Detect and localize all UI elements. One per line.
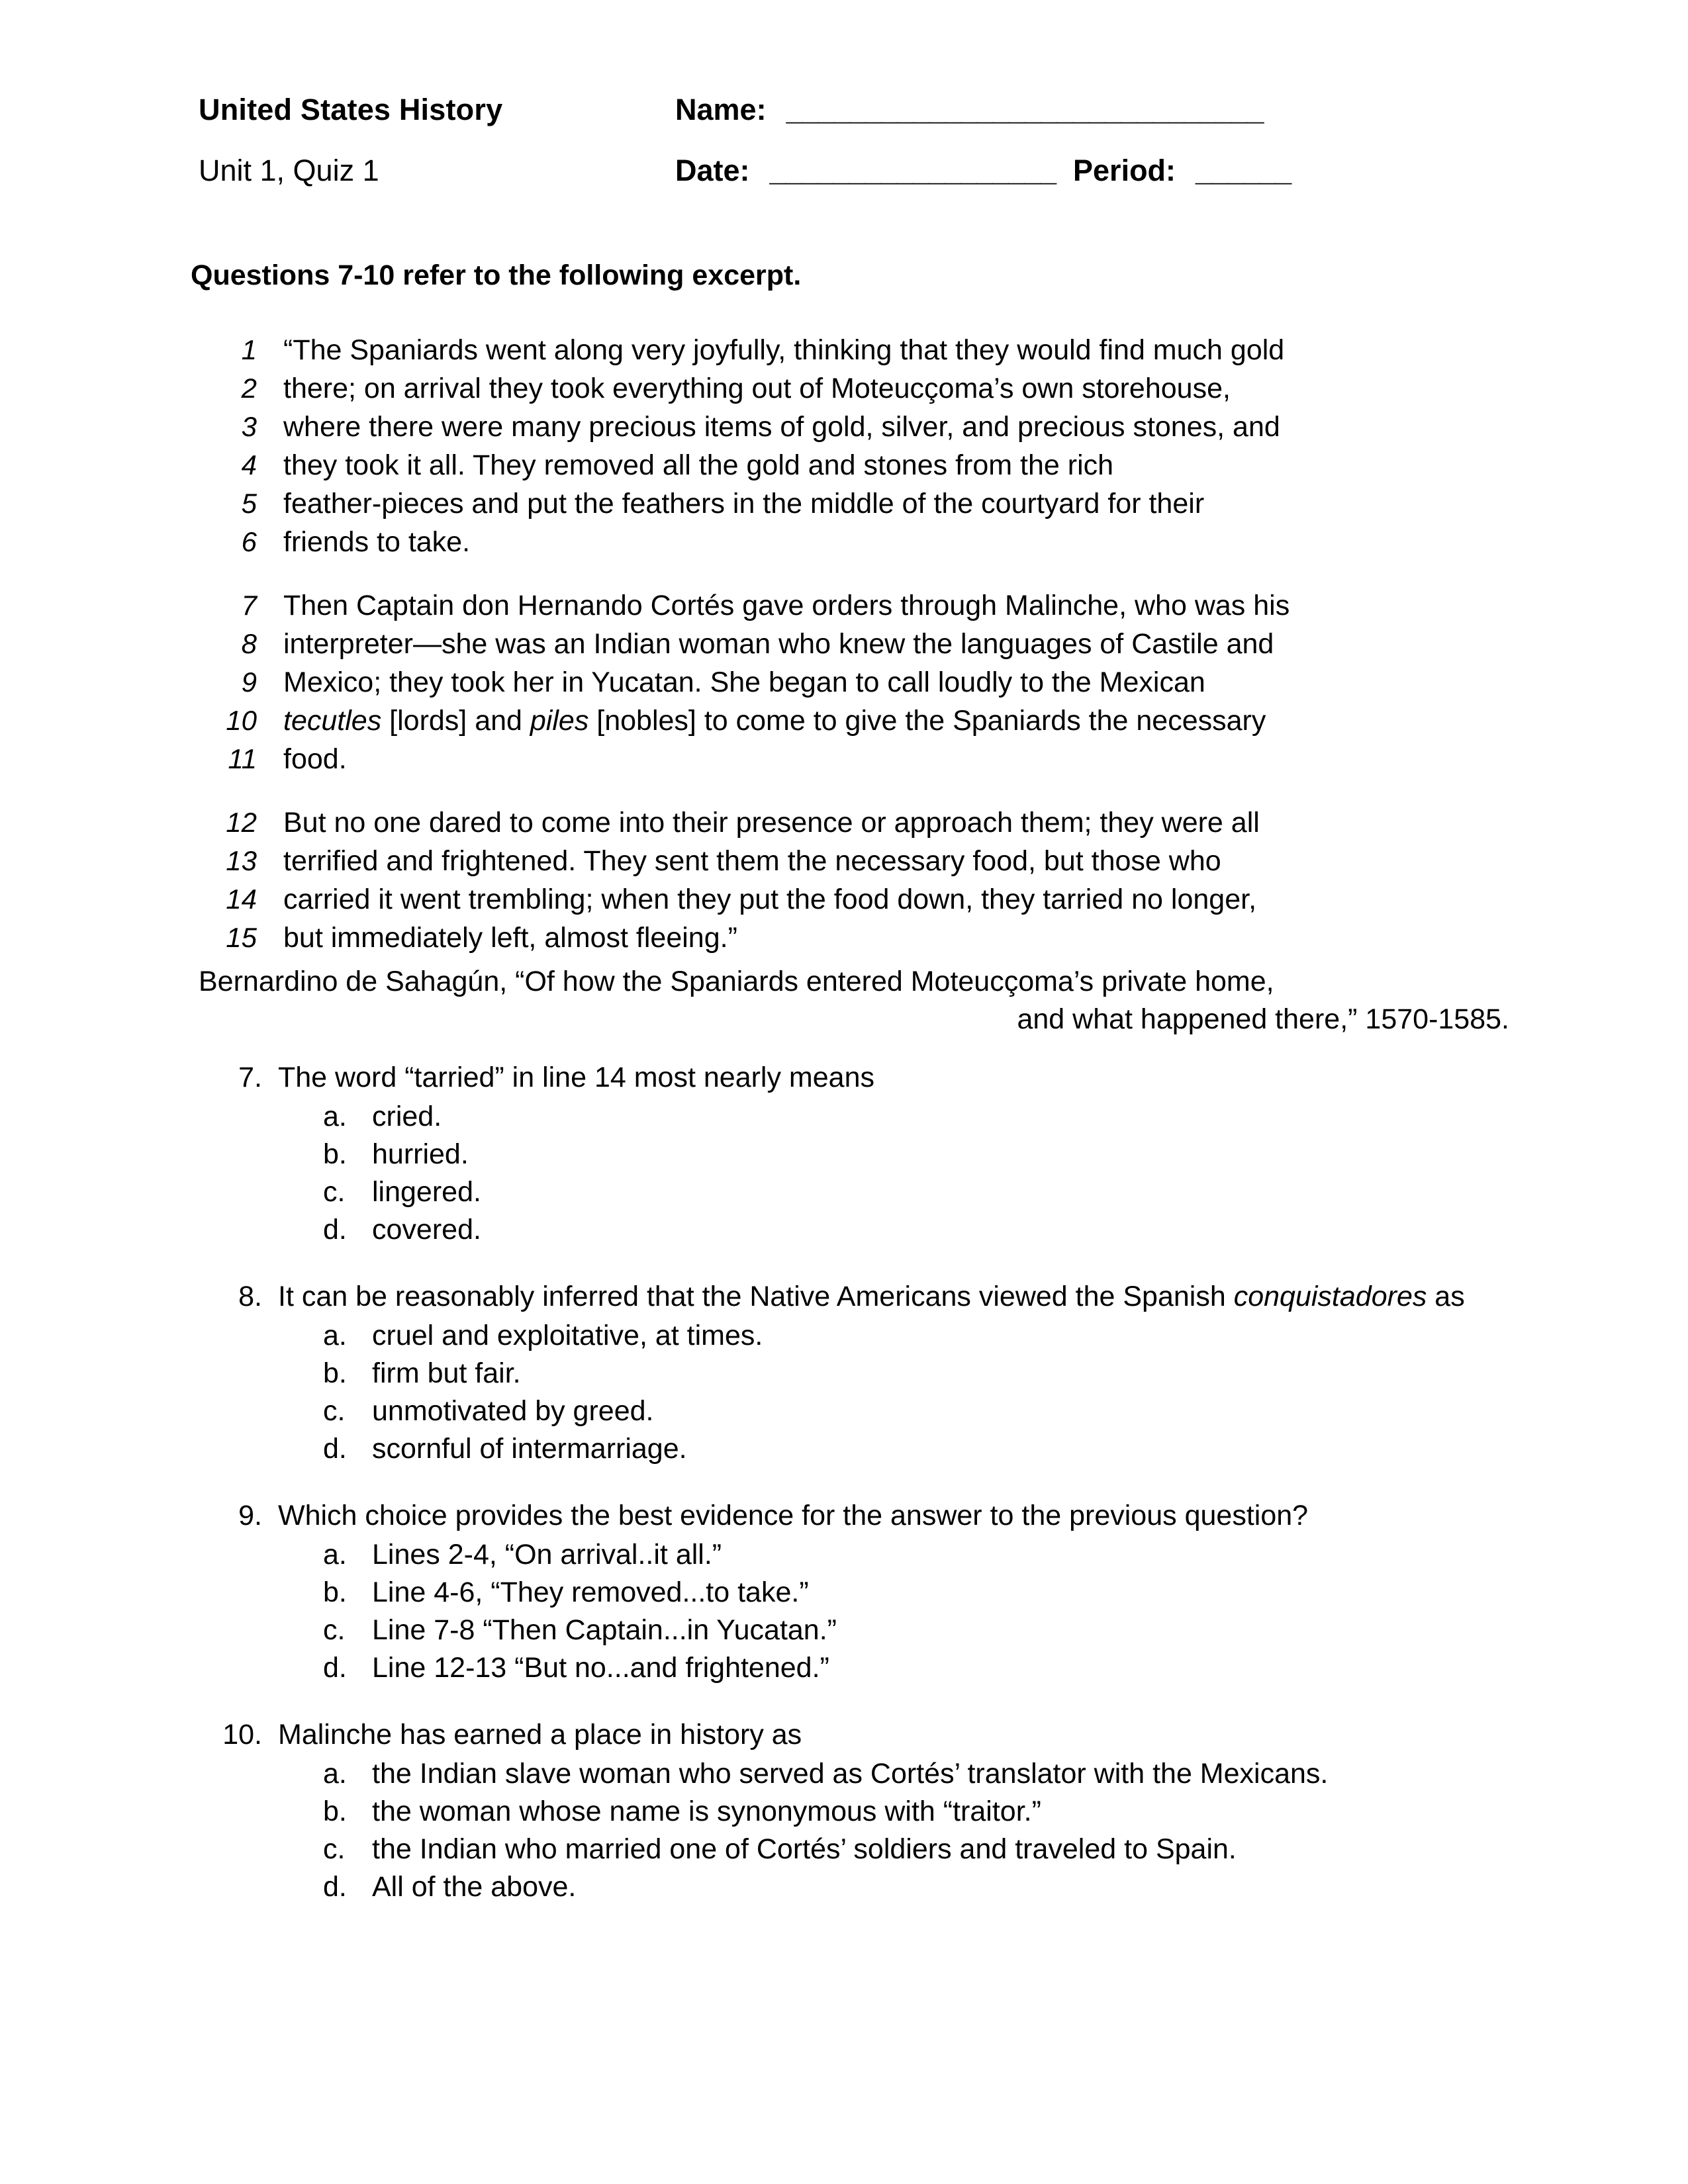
answer-choice-letter: c. <box>323 1395 346 1427</box>
excerpt-line-text: Then Captain don Hernando Cortés gave orders through Malinche, who was his <box>283 590 1290 621</box>
question-block <box>199 1278 1516 1468</box>
answer-choice-text: the woman whose name is synonymous with “traitor.” <box>372 1796 1041 1827</box>
excerpt-passage <box>199 331 1509 957</box>
answer-choice-text: hurried. <box>372 1138 469 1170</box>
excerpt-line <box>199 803 1509 842</box>
question-number: 9. <box>238 1500 262 1531</box>
answer-choice-letter: a. <box>323 1320 347 1351</box>
excerpt-line-number: 15 <box>226 922 257 953</box>
name-input-rule[interactable]: ______________________________ <box>786 93 1264 126</box>
answer-choice-list <box>199 1317 1516 1468</box>
question-block <box>199 1497 1516 1687</box>
answer-choice-text: firm but fair. <box>372 1357 521 1389</box>
period-input-rule[interactable]: ______ <box>1196 154 1291 187</box>
answer-choice-list <box>199 1098 1516 1249</box>
excerpt-line <box>199 586 1509 625</box>
excerpt-paragraph <box>199 331 1509 561</box>
excerpt-line <box>199 919 1509 957</box>
answer-choice[interactable] <box>323 1536 1516 1574</box>
answer-choice-text: cried. <box>372 1101 442 1132</box>
excerpt-line-number: 13 <box>226 845 257 876</box>
question-list <box>199 1059 1516 1906</box>
excerpt-line-number: 2 <box>241 373 257 404</box>
instruction-line: Questions 7-10 refer to the following excerpt. <box>191 259 802 291</box>
excerpt-line-text: where there were many precious items of gold, silver, and precious stones, and <box>283 411 1280 443</box>
question-block <box>199 1716 1516 1906</box>
excerpt-line-text <box>257 702 1266 740</box>
excerpt-line-number: 10 <box>226 705 257 736</box>
excerpt-line-number: 9 <box>241 666 257 698</box>
question-row <box>199 1059 1516 1097</box>
answer-choice[interactable] <box>323 1355 1516 1392</box>
answer-choice-text: the Indian who married one of Cortés’ soldiers and traveled to Spain. <box>372 1833 1237 1865</box>
text-run: as <box>1427 1281 1465 1312</box>
date-input-rule[interactable]: __________________ <box>769 154 1056 187</box>
excerpt-line-text: they took it all. They removed all the gold and stones from the rich <box>283 449 1114 481</box>
excerpt-line-text: friends to take. <box>283 526 471 558</box>
answer-choice[interactable] <box>323 1136 1516 1173</box>
answer-choice[interactable] <box>323 1574 1516 1612</box>
excerpt-line <box>199 663 1509 702</box>
excerpt-line-number: 4 <box>241 449 257 480</box>
italic-term: tecutles <box>283 705 382 737</box>
course-title-cell <box>199 93 675 127</box>
excerpt-line <box>199 484 1509 523</box>
question-row <box>199 1497 1516 1535</box>
question-block <box>199 1059 1516 1249</box>
question-number: 10. <box>222 1719 262 1751</box>
excerpt-line-number: 5 <box>241 488 257 519</box>
header-row-unit <box>199 154 1496 214</box>
answer-choice-text: scornful of intermarriage. <box>372 1433 687 1465</box>
excerpt-line <box>199 331 1509 369</box>
unit-quiz-label: Unit 1, Quiz 1 <box>199 154 379 187</box>
text-run: [lords] and <box>381 705 530 737</box>
question-row <box>199 1716 1516 1754</box>
answer-choice-text: All of the above. <box>372 1871 577 1903</box>
excerpt-line <box>199 625 1509 663</box>
excerpt-line-number: 12 <box>226 807 257 838</box>
excerpt-line <box>199 408 1509 446</box>
excerpt-line-text: But no one dared to come into their presence or approach them; they were all <box>283 807 1260 839</box>
answer-choice-letter: a. <box>323 1101 347 1132</box>
period-label: Period: <box>1073 154 1176 187</box>
citation-line-2: and what happened there,” 1570-1585. <box>1017 1003 1509 1035</box>
excerpt-line-number: 11 <box>228 743 257 774</box>
excerpt-line-text: terrified and frightened. They sent them the necessary food, but those who <box>283 845 1221 877</box>
answer-choice-letter: c. <box>323 1614 346 1646</box>
source-citation <box>199 963 1509 1038</box>
header-row-title <box>199 93 1496 154</box>
excerpt-line <box>199 523 1509 561</box>
page-title: United States History <box>199 93 503 126</box>
answer-choice[interactable] <box>323 1868 1516 1906</box>
answer-choice-letter: d. <box>323 1652 347 1684</box>
answer-choice-text: the Indian slave woman who served as Cortés’ translator with the Mexicans. <box>372 1758 1329 1790</box>
answer-choice-letter: b. <box>323 1576 347 1608</box>
answer-choice[interactable] <box>323 1173 1516 1211</box>
question-row <box>199 1278 1516 1316</box>
answer-choice-letter: b. <box>323 1796 347 1827</box>
excerpt-line-text: interpreter—she was an Indian woman who knew the languages of Castile and <box>283 628 1274 660</box>
answer-choice-list <box>199 1755 1516 1906</box>
excerpt-line-number: 3 <box>241 411 257 442</box>
answer-choice[interactable] <box>323 1793 1516 1831</box>
answer-choice-text: Lines 2-4, “On arrival..it all.” <box>372 1539 722 1570</box>
excerpt-line-number: 7 <box>241 590 257 621</box>
question-text: The word “tarried” in line 14 most nearly means <box>278 1062 874 1093</box>
answer-choice-letter: b. <box>323 1357 347 1389</box>
answer-choice-letter: d. <box>323 1433 347 1465</box>
answer-choice[interactable] <box>323 1612 1516 1649</box>
text-run: [nobles] to come to give the Spaniards the necessary <box>588 705 1266 737</box>
italic-term: piles <box>530 705 589 737</box>
name-label: Name: <box>675 93 767 126</box>
italic-term: conquistadores <box>1233 1281 1427 1312</box>
answer-choice-letter: c. <box>323 1176 346 1208</box>
answer-choice-list <box>199 1536 1516 1687</box>
question-text <box>262 1278 1516 1316</box>
answer-choice-letter: d. <box>323 1871 347 1903</box>
answer-choice-letter: a. <box>323 1539 347 1570</box>
answer-choice[interactable] <box>323 1649 1516 1687</box>
answer-choice[interactable] <box>323 1392 1516 1430</box>
question-text: Malinche has earned a place in history as <box>278 1719 802 1751</box>
answer-choice-letter: a. <box>323 1758 347 1790</box>
answer-choice[interactable] <box>323 1211 1516 1249</box>
answer-choice[interactable] <box>323 1755 1516 1793</box>
excerpt-line <box>199 446 1509 484</box>
document-header <box>199 93 1496 214</box>
unit-cell <box>199 154 675 188</box>
excerpt-line <box>199 369 1509 408</box>
question-number: 7. <box>238 1062 262 1093</box>
text-run: It can be reasonably inferred that the Native Americans viewed the Spanish <box>278 1281 1234 1312</box>
excerpt-paragraph <box>199 586 1509 778</box>
answer-choice-letter: d. <box>323 1214 347 1246</box>
excerpt-line-number: 1 <box>241 334 257 365</box>
question-text: Which choice provides the best evidence for the answer to the previous question? <box>278 1500 1309 1531</box>
question-number: 8. <box>238 1281 262 1312</box>
answer-choice[interactable] <box>323 1430 1516 1468</box>
citation-line-1: Bernardino de Sahagún, “Of how the Spaniards entered Moteucçoma’s private home, <box>199 966 1274 997</box>
answer-choice[interactable] <box>323 1098 1516 1136</box>
excerpt-line <box>199 740 1509 778</box>
excerpt-line-number: 8 <box>241 628 257 659</box>
excerpt-line <box>199 880 1509 919</box>
excerpt-line-number: 14 <box>226 884 257 915</box>
answer-choice[interactable] <box>323 1831 1516 1868</box>
excerpt-line <box>199 842 1509 880</box>
excerpt-line-text: carried it went trembling; when they put the food down, they tarried no longer, <box>283 884 1257 915</box>
answer-choice-text: cruel and exploitative, at times. <box>372 1320 763 1351</box>
answer-choice[interactable] <box>323 1317 1516 1355</box>
excerpt-line-text: food. <box>283 743 347 775</box>
excerpt-line-text: Mexico; they took her in Yucatan. She began to call loudly to the Mexican <box>283 666 1205 698</box>
name-field-group <box>675 93 1496 127</box>
excerpt-line-text: there; on arrival they took everything out of Moteucçoma’s own storehouse, <box>283 373 1231 404</box>
excerpt-line-text: “The Spaniards went along very joyfully, thinking that they would find much gold <box>283 334 1285 366</box>
date-label: Date: <box>675 154 750 187</box>
answer-choice-letter: c. <box>323 1833 346 1865</box>
excerpt-paragraph <box>199 803 1509 957</box>
excerpt-line-text: feather-pieces and put the feathers in the middle of the courtyard for their <box>283 488 1205 520</box>
answer-choice-text: covered. <box>372 1214 481 1246</box>
answer-choice-text: Line 12-13 “But no...and frightened.” <box>372 1652 829 1684</box>
answer-choice-text: Line 7-8 “Then Captain...in Yucatan.” <box>372 1614 837 1646</box>
answer-choice-letter: b. <box>323 1138 347 1170</box>
answer-choice-text: Line 4-6, “They removed...to take.” <box>372 1576 809 1608</box>
answer-choice-text: unmotivated by greed. <box>372 1395 654 1427</box>
answer-choice-text: lingered. <box>372 1176 481 1208</box>
excerpt-line-text: but immediately left, almost fleeing.” <box>283 922 737 954</box>
date-period-field-group <box>675 154 1496 188</box>
excerpt-line-number: 6 <box>241 526 257 557</box>
excerpt-line <box>199 702 1509 740</box>
